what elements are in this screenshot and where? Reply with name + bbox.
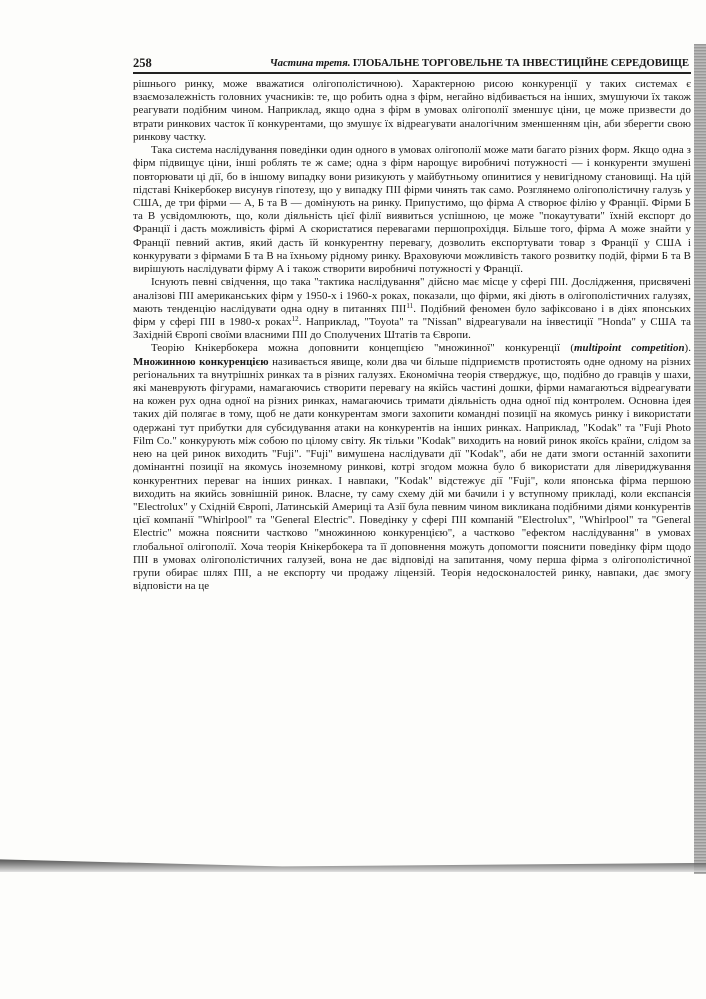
paragraph-text: рішнього ринку, може вважатися олігополістичною). Характерною рисою конкуренції у таких системах є взаємозалежність головних учасників: те, що робить одна з фірм, негайно відбивається на інших, змушуючи їх також реагувати подібним чином. Наприклад, якщо одна з фірм в умовах олігополії зменшує ціни, це може призвести до втрати ринкових часток її конкурентами, що змушує їх відреагувати аналогічним зменшенням цін, аби зберегти свою ринкову частку.: [133, 78, 691, 143]
scan-bottom-shadow: [0, 858, 706, 872]
footnote-ref: 12: [291, 314, 299, 323]
paragraph-text: Така система наслідування поведінки один одного в умовах олігополії може мати багато різних форм. Якщо одна з фірм підвищує ціни, інші роблять те ж саме; одна з фірм нарощує виробничі потужності — і конкуренти змушені повторювати ці дії, бо в іншому випадку вони ризикують у майбутньому опинитися у невигідному становищі. На цій підставі Кнікербокер висунув гіпотезу, що у випадку ПІІ фірми чинять так само. Розглянемо олігополістичну галузь у США, де три фірми — А, Б та В — домінують на ринку. Припустимо, що фірма А створює філію у Франції. Фірми Б та В усвідомлюють, що, коли діяльність цієї філії виявиться успішною, це може "покаутувати" їхній експорт до Франції і дасть можливість фірмі А скористатися перевагами першопрохідця. Більше того, фірма А може знайти у Франції певний актив, який дасть їй конкурентну перевагу, дозволить експортувати товар з Франції у США і конкурувати з фірмами Б та В на їхньому рідному ринку. Враховуючи можливість такого розвитку подій, фірми Б та В вирішують наслідувати фірму А і також створити виробничі потужності у Франції.: [133, 144, 691, 276]
paragraph-continued: [133, 78, 691, 144]
running-head-title: ГЛОБАЛЬНЕ ТОРГОВЕЛЬНЕ ТА ІНВЕСТИЦІЙНЕ СЕРЕДОВИЩЕ: [352, 57, 689, 69]
paragraph-text: ).: [684, 342, 691, 355]
paragraph-text: . Подібний феномен було зафіксовано і в діях японських фірм у сфері ПІІ в 1980-х роках: [133, 302, 691, 328]
page-header: [133, 54, 691, 72]
footnote-ref: 11: [406, 301, 414, 310]
running-head: [270, 56, 689, 70]
body-text: [133, 78, 691, 594]
page-number: 258: [133, 56, 152, 70]
header-rule: [133, 72, 691, 74]
paragraph-text: називається явище, коли два чи більше підприємств протистоять одне одному на різних регіональних та внутрішніх ринках та в різних галузях. Економічна теорія стверджує, що, подібно до гравців у шахи, які маневрують фігурами, намагаючись створити перевагу на якійсь частині дошки, фірми намагаються відреагувати на кожен рух одна одної на різних ринках, намагаючись тримати діяльність одна одної під контролем. Основна ідея таких дій полягає в тому, щоб не дати конкурентам змоги захопити командні позиції на якомусь ринку і використати одержані тут прибутки для субсидування атаки на конкурентів на інших ринках. Наприклад, "Kodak" та "Fuji Photo Film Co." конкурують між собою по цілому світу. Як тільки "Kodak" виходить на новий ринок якоїсь країни, слідом за нею на цей ринок виходить "Fuji". "Fuji" вимушена наслідувати дії "Kodak", аби не дати змоги останній захопити домінантні позиції на якомусь іноземному ринкові, котрі згодом можна було б використати для лівериджування конкурентних переваг на інших ринках. І навпаки, "Kodak" відстежує дії "Fuji", коли японська фірма першою виходить на якийсь зовнішній ринок. Власне, ту саму схему дій ми бачили і у вступному прикладі, коли експансія "Electrolux" у Східній Європі, Латинській Америці та Азії була певним чином викликана подібними діями конкурентів цієї компанії "Whirlpool" та "General Electric". Поведінку у сфері ПІІ компаній "Electrolux", "Whirlpool" та "General Electric" можна пояснити частково "множинною конкуренцією", а частково "ефектом наслідування" в умовах глобальної олігополії. Хоча теорія Кнікербокера та її доповнення можуть допомогти пояснити поведінку фірм щодо ПІІ в умовах олігополістичних галузей, вона не дає відповіді на запитання, чому перша фірма з олігополістичної групи обирає шлях ПІІ, а не експорту чи продажу ліцензій. Теорія недосконалостей ринку, навпаки, дає змогу відповісти на це: [133, 355, 691, 593]
running-head-part: Частина третя.: [269, 57, 351, 69]
paragraph-text: Теорію Кнікербокера можна доповнити концепцією "множинної" конкуренції (: [151, 342, 575, 355]
term-english: multipoint competition: [574, 342, 685, 355]
paragraph-imitation-forms: [133, 144, 691, 276]
paragraph-text: Існують певні свідчення, що така "тактика наслідування" дійсно має місце у сфері ПІІ. Дослідження, присвячені аналізові ПІІ американських фірм у 1950-х і 1960-х роках, показали, що фірми, які діють в олігополістичних галузях, мають тенденцію наслідувати одна одну в питаннях ПІІ: [133, 276, 691, 315]
paragraph-evidence: [133, 276, 691, 342]
term-definition: Множинною конкуренцією: [133, 355, 269, 368]
paragraph-multipoint-competition: [133, 342, 691, 593]
paragraph-text: . Наприклад, "Toyota" та "Nissan" відреагували на інвестиції "Honda" у США та Західній Європі своїми власними ПІІ до Сполучених Штатів та Європи.: [133, 315, 691, 342]
page-edge-shadow: [694, 44, 706, 874]
